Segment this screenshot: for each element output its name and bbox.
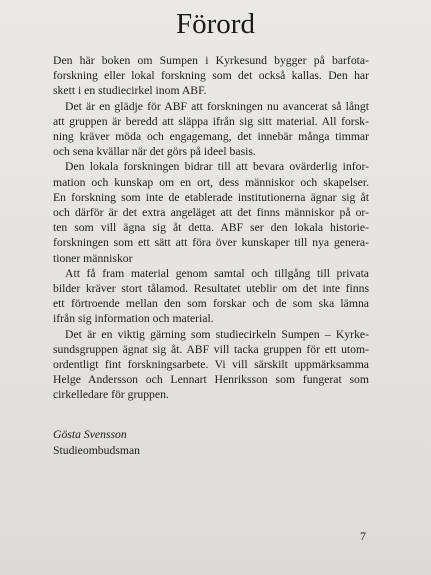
text-line: och sena kvällar när det görs på ideel basis. bbox=[53, 145, 256, 159]
paragraph-1 bbox=[53, 53, 369, 99]
text-line: tioner människor bbox=[53, 251, 133, 265]
paragraph-5 bbox=[53, 327, 369, 403]
paragraph-3 bbox=[53, 159, 369, 265]
text-line: ett förtroende mellan den som forskar och de som ska lämna bbox=[53, 297, 369, 311]
text-line: Det är en glädje för ABF att forskningen nu avancerat så långt bbox=[65, 99, 369, 113]
text-line: skett i en studiecirkel inom ABF. bbox=[53, 84, 207, 98]
text-line: sundsgruppen ägnat sig åt. ABF vill tacka gruppen för ett utom- bbox=[53, 342, 369, 356]
text-line: ning kräver möda och engagemang, det innebär många timmar bbox=[53, 130, 369, 144]
text-line: att gruppen är beredd att släppa ifrån sig sitt material. All forsk- bbox=[53, 114, 369, 128]
text-line: Helge Andersson och Lennart Henriksson som fungerat som bbox=[53, 373, 369, 387]
text-line: och därför är det extra angeläget att det finns människor på or- bbox=[53, 206, 369, 220]
text-line: En forskning som inte de etablerade institutionerna ägnar sig åt bbox=[53, 190, 369, 204]
text-line: Det är en viktig gärning som studiecirkeln Sumpen – Kyrke- bbox=[65, 327, 369, 341]
text-line: cirkelledare för gruppen. bbox=[53, 388, 169, 402]
text-line: Den här boken om Sumpen i Kyrkesund bygger på barfota- bbox=[53, 54, 369, 67]
text-line: Att få fram material genom samtal och tillgång till privata bbox=[65, 266, 369, 280]
signature-block bbox=[53, 427, 140, 459]
foreword-body bbox=[53, 53, 369, 403]
text-line: forskning eller lokal forskning som det också kallas. Den har bbox=[53, 69, 369, 83]
text-line: ifrån sig information och material. bbox=[53, 312, 214, 326]
text-line: bilder kräver stort tålamod. Resultatet uteblir om det inte finns bbox=[53, 282, 369, 296]
text-line: mation och kunskap om en ort, dess människor och skapelser. bbox=[53, 175, 369, 189]
page-title: Förord bbox=[176, 8, 255, 40]
text-line: forskningen som ett sätt att föra över kunskaper till nya genera- bbox=[53, 236, 369, 250]
text-line: ordentligt fint forskningsarbete. Vi vill särskilt uppmärksamma bbox=[53, 358, 369, 372]
page-number: 7 bbox=[360, 529, 366, 543]
paragraph-4 bbox=[53, 266, 369, 327]
text-line: Den lokala forskningen bidrar till att bevara ovärderlig infor- bbox=[65, 160, 369, 174]
signature-role: Studieombudsman bbox=[53, 444, 141, 457]
text-line: ten som vill ägna sig åt detta. ABF ser den lokala historie- bbox=[53, 221, 369, 235]
signature-name: Gösta Svensson bbox=[53, 428, 127, 441]
paragraph-2 bbox=[53, 99, 369, 160]
